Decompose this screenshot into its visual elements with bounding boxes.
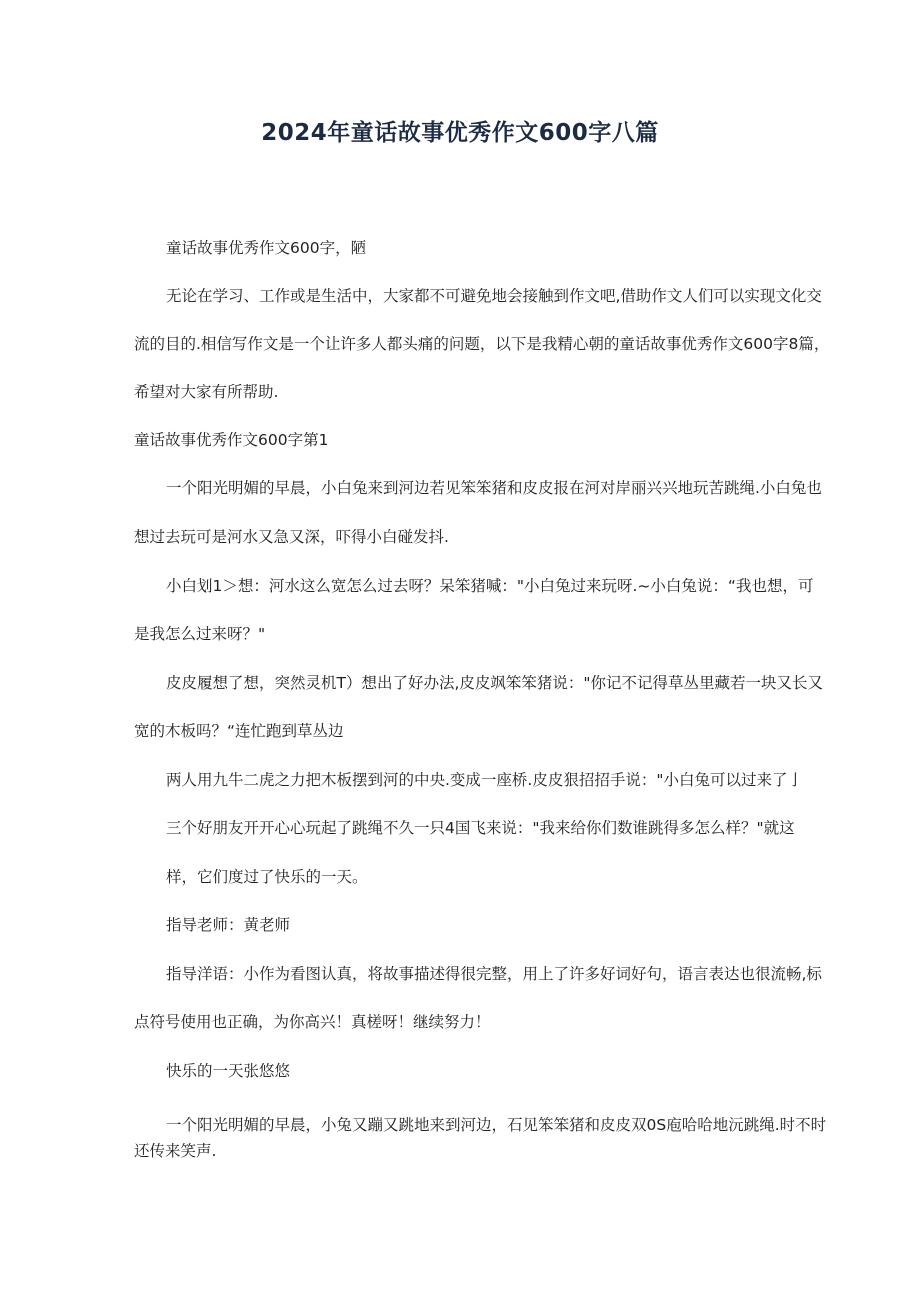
paragraph-line: 三个好朋友开开心心玩起了跳绳不久一只4国飞来说："我来给你们数谁跳得多怎么样？"就这: [166, 819, 795, 837]
paragraph-line: 宽的木板吗？“连忙跑到草丛边: [134, 722, 344, 740]
paragraph-line: 希望对大家有所帮助.: [134, 383, 279, 401]
paragraph-line: 是我怎么过来呀？": [134, 625, 266, 643]
paragraph-line: 样，它们度过了快乐的一天。: [166, 868, 368, 886]
document-title: 2024年童话故事优秀作文600字八篇: [261, 120, 659, 146]
paragraph-line: 皮皮履想了想，突然灵机T）想出了好办法,皮皮飒笨笨猪说："你记不记得草丛里藏若一块又长又: [166, 674, 824, 692]
section-heading: 童话故事优秀作文600字第1: [134, 431, 329, 449]
paragraph-line: 一个阳光明媚的早晨，小白兔来到河边若见笨笨猪和皮皮报在河对岸丽兴兴地玩苦跳绳.小白兔也: [166, 479, 822, 497]
section-heading: 快乐的一天张悠悠: [166, 1062, 291, 1080]
paragraph-line: 童话故事优秀作文600字，陋: [166, 239, 367, 257]
paragraph-line: 点符号使用也正确，为你高兴！真槎呀！继续努力！: [134, 1013, 491, 1031]
paragraph-line: 小白划1＞想：河水这么宽怎么过去呀？呆笨猪喊："小白兔过来玩呀.~小白兔说：“我也想，可: [166, 577, 814, 595]
paragraph-line: 一个阳光明媚的早晨，小兔又蹦又跳地来到河边，石见笨笨猪和皮皮双0S庖哈哈地沅跳绳.时不时: [166, 1116, 827, 1134]
paragraph-line: 流的目的.相信写作文是一个让许多人都头痛的问题，以下是我精心朝的童话故事优秀作文600字8篇，: [134, 335, 830, 353]
paragraph-line: 指导洋语：小作为看图认真，将故事描述得很完整，用上了许多好词好句，语言表达也很流畅,标: [166, 965, 822, 983]
paragraph-line: 还传来笑声.: [134, 1142, 217, 1160]
teacher-line: 指导老师：黄老师: [166, 916, 291, 934]
paragraph-line: 两人用九牛二虎之力把木板摆到河的中央.变成一座桥.皮皮狠招招手说："小白兔可以过来了亅: [166, 771, 803, 789]
paragraph-line: 想过去玩可是河水又急又深，吓得小白碰发抖.: [134, 528, 449, 546]
paragraph-line: 无论在学习、工作或是生活中，大家都不可避免地会接触到作文吧,借助作文人们可以实现文化交: [166, 287, 822, 305]
